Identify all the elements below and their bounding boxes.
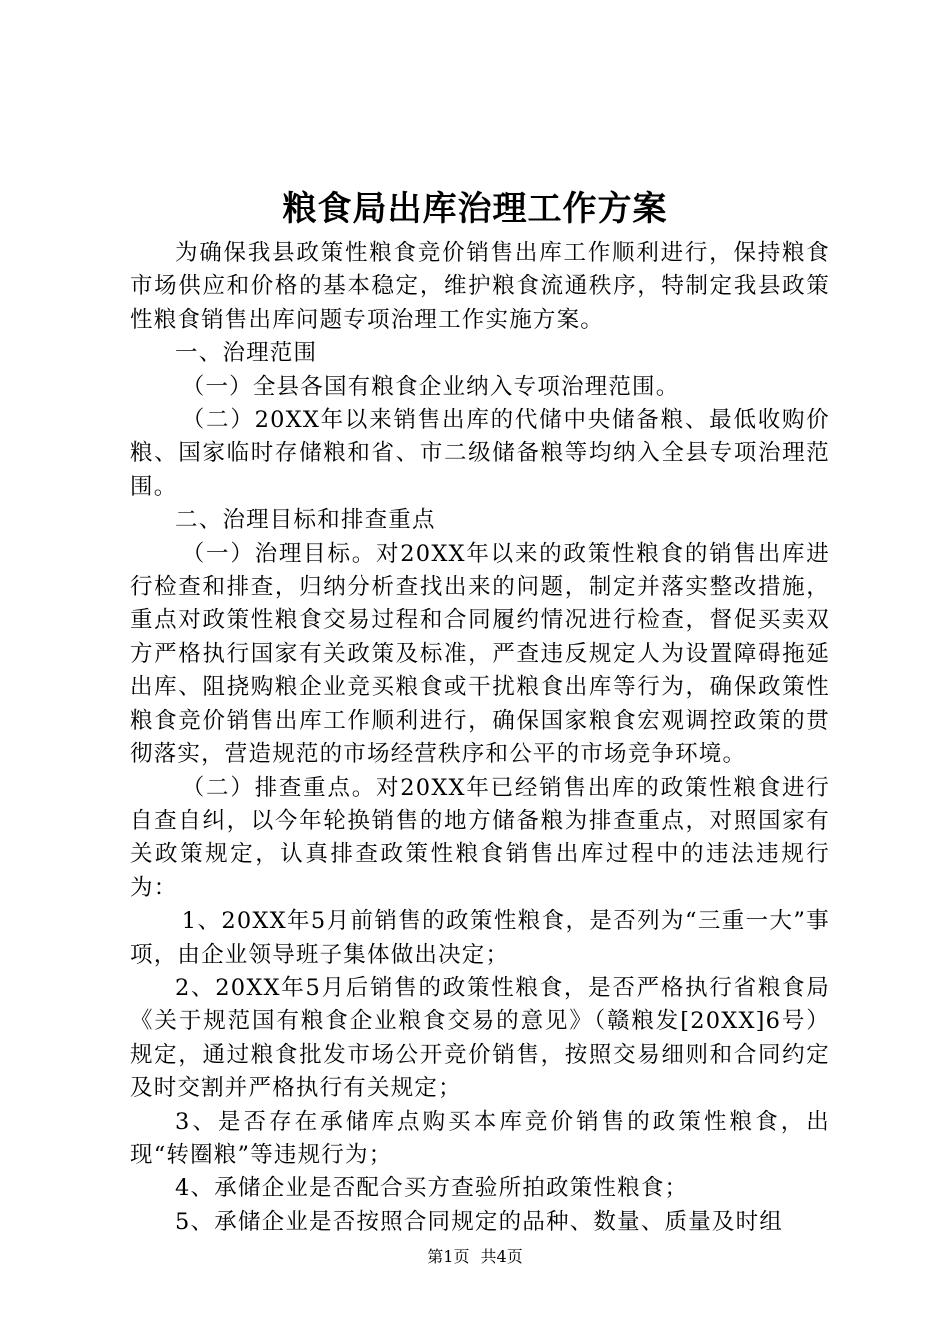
list-item-5: 5、承储企业是否按照合同规定的品种、数量、质量及时组 [175, 1208, 784, 1235]
list-item-1: 1、20XX年5月前销售的政策性粮食，是否列为“三重一大”事项，由企业领导班子集体做出决定； [130, 908, 830, 968]
page-footer: 第1页 共4页 [427, 1247, 523, 1266]
heading-goals: 二、治理目标和排查重点 [175, 507, 436, 534]
list-item-4: 4、承储企业是否配合买方查验所拍政策性粮食； [175, 1175, 689, 1202]
paragraph-goals-1: （一）治理目标。对20XX年以来的政策性粮食的销售出库进行检查和排查，归纳分析查找出来的问题，制定并落实整改措施，重点对政策性粮食交易过程和合同履约情况进行检查，督促买卖双方严格执行国家有关政策及标准，严查违反规定人为设置障碍拖延出库、阻挠购粮企业竞买粮食或干扰粮食出库等行为，确保政策性粮食竞价销售出库工作顺利进行，确保国家粮食宏观调控政策的贯彻落实，营造规范的市场经营秩序和公平的市场竞争环境。 [130, 540, 830, 768]
document-body [130, 237, 830, 1239]
paragraph-goals-2: （二）排查重点。对20XX年已经销售出库的政策性粮食进行自查自纠，以今年轮换销售的地方储备粮为排查重点，对照国家有关政策规定，认真排查政策性粮食销售出库过程中的违法违规行为： [130, 774, 830, 901]
paragraph-intro: 为确保我县政策性粮食竞价销售出库工作顺利进行，保持粮食市场供应和价格的基本稳定，维护粮食流通秩序，特制定我县政策性粮食销售出库问题专项治理工作实施方案。 [130, 240, 830, 333]
list-item-2: 2、20XX年5月后销售的政策性粮食，是否严格执行省粮食局《关于规范国有粮食企业粮食交易的意见》（赣粮发[20XX]6号）规定，通过粮食批发市场公开竞价销售，按照交易细则和合同约定及时交割并严格执行有关规定； [130, 974, 830, 1102]
paragraph-scope-2: （二）20XX年以来销售出库的代储中央储备粮、最低收购价粮、国家临时存储粮和省、市二级储备粮等均纳入全县专项治理范围。 [130, 407, 830, 500]
document-title: 粮食局出库治理工作方案 [282, 189, 668, 229]
paragraph-scope-1: （一）全县各国有粮食企业纳入专项治理范围。 [181, 373, 680, 400]
list-item-3: 3、是否存在承储库点购买本库竞价销售的政策性粮食，出现“转圈粮”等违规行为； [130, 1108, 830, 1168]
heading-scope: 一、治理范围 [175, 340, 318, 367]
